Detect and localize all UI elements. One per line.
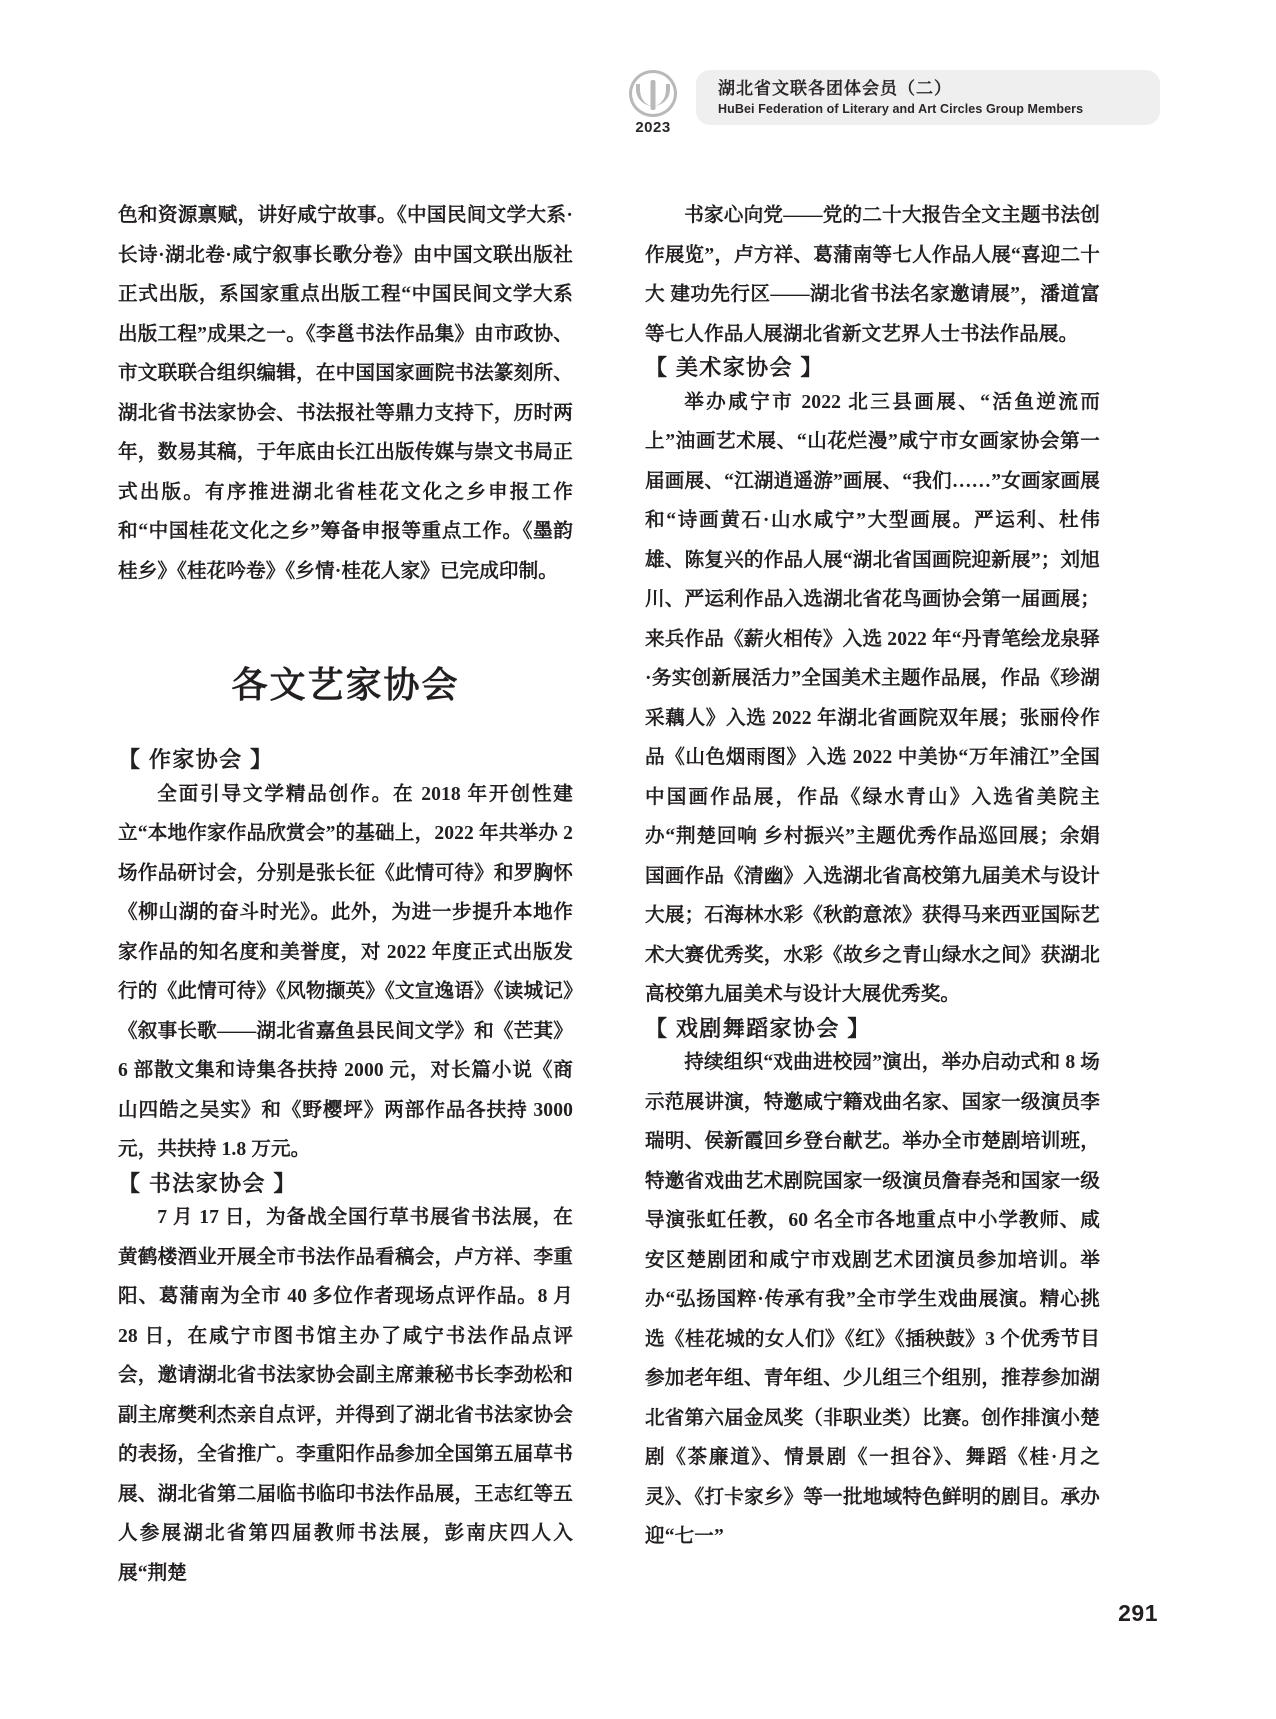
section-body-drama-dance: 持续组织“戏曲进校园”演出，举办启动式和 8 场示范展讲演，特邀咸宁籍戏曲名家、国家一级演员李瑞明、侯新霞回乡登台献艺。举办全市楚剧培训班，特邀省戏曲艺术剧院国家一级演员詹春尧和国家一级导演张虹任教，60 名全市各地重点中小学教师、咸安区楚剧团和咸宁市戏剧艺术团演员参加培训。举办“弘扬国粹·传承有我”全市学生戏曲展演。精心挑选《桂花城的女人们》《红》《插秧鼓》3 个优秀节目参加老年组、青年组、少儿组三个组别，推荐参加湖北省第六届金凤奖（非职业类）比赛。创作排演小楚剧《茶廉道》、情景剧《一担谷》、舞蹈《桂·月之灵》、《打卡家乡》等一批地域特色鲜明的剧目。承办迎“七一”	[645, 1052, 1100, 1548]
header-title-band	[696, 70, 1160, 125]
section-heading-writers: 【 作家协会 】	[118, 747, 274, 772]
hubei-federation-emblem-icon	[629, 70, 677, 117]
header-title-en: HuBei Federation of Literary and Art Circles Group Members	[718, 101, 1084, 116]
left-column	[118, 196, 573, 1593]
right-column	[645, 196, 1100, 1593]
page-number: 291	[1118, 1600, 1158, 1626]
section-heading-artists: 【 美术家协会 】	[645, 355, 824, 380]
section-heading-drama-dance: 【 戏剧舞蹈家协会 】	[645, 1015, 871, 1041]
header-title-cn: 湖北省文联各团体会员（二）	[718, 79, 952, 98]
header-year: 2023	[635, 119, 671, 136]
section-body-calligraphers: 7 月 17 日，为备战全国行草书展省书法展，在黄鹤楼酒业开展全市书法作品看稿会，卢方祥、李重阳、葛蒲南为全市 40 多位作者现场点评作品。8 月 28 日，在咸宁市图书馆主办了咸宁书法作品点评会，邀请湖北省书法家协会副主席兼秘书长李劲松和副主席樊利杰亲自点评，并得到了湖北省书法家协会的表扬，全省推广。李重阳作品参加全国第五届草书展、湖北省第二届临书临印书法作品展，王志红等五人参展湖北省第四届教师书法展，彭南庆四人入展“荆楚	[118, 1207, 573, 1584]
right-continued-paragraph: 书家心向党——党的二十大报告全文主题书法创作展览”，卢方祥、葛蒲南等七人作品人展“喜迎二十大 建功先行区——湖北省书法名家邀请展”，潘道富等七人作品人展湖北省新文艺界人士书法作品展。	[645, 205, 1100, 345]
page-title: 各文艺家协会	[231, 664, 460, 705]
running-header	[620, 70, 1160, 136]
section-body-writers: 全面引导文学精品创作。在 2018 年开创性建立“本地作家作品欣赏会”的基础上，2022 年共举办 2 场作品研讨会，分别是张长征《此情可待》和罗胸怀《柳山湖的奋斗时光》。此外，为进一步提升本地作家作品的知名度和美誉度，对 2022 年度正式出版发行的《此情可待》《风物撷英》《文宣逸语》《读城记》《叙事长歌——湖北省嘉鱼县民间文学》和《芒萁》6 部散文集和诗集各扶持 2000 元，对长篇小说《商山四皓之吴实》和《野樱坪》两部作品各扶持 3000 元，共扶持 1.8 万元。	[118, 783, 573, 1161]
two-column-body	[118, 196, 1158, 1593]
left-continued-paragraph: 色和资源禀赋，讲好咸宁故事。《中国民间文学大系·长诗·湖北卷·咸宁叙事长歌分卷》由中国文联出版社正式出版，系国家重点出版工程“中国民间文学大系出版工程”成果之一。《李邕书法作品集》由市政协、市文联联合组织编辑，在中国国家画院书法篆刻所、湖北省书法家协会、书法报社等鼎力支持下，历时两年，数易其稿，于年底由长江出版传媒与崇文书局正式出版。有序推进湖北省桂花文化之乡申报工作和“中国桂花文化之乡”筹备申报等重点工作。《墨韵桂乡》《桂花吟卷》《乡情·桂花人家》已完成印制。	[118, 205, 573, 582]
section-heading-calligraphers: 【 书法家协会 】	[118, 1170, 297, 1196]
header-logo	[620, 70, 686, 136]
main-title-wrap	[118, 657, 573, 708]
section-body-artists: 举办咸宁市 2022 北三县画展、“活鱼逆流而上”油画艺术展、“山花烂漫”咸宁市女画家协会第一届画展、“江湖逍遥游”画展、“我们……”女画家画展和“诗画黄石·山水咸宁”大型画展。严运利、杜伟雄、陈复兴的作品人展“湖北省国画院迎新展”；刘旭川、严运利作品入选湖北省花鸟画协会第一届画展；来兵作品《薪火相传》入选 2022 年“丹青笔绘龙泉驿·务实创新展活力”全国美术主题作品展，作品《珍湖采藕人》入选 2022 年湖北省画院双年展；张丽伶作品《山色烟雨图》入选 2022 中美协“万年浦江”全国中国画作品展，作品《绿水青山》入选省美院主办“荆楚回响 乡村振兴”主题优秀作品巡回展；余娟国画作品《清幽》入选湖北省高校第九届美术与设计大展；石海林水彩《秋韵意浓》获得马来西亚国际艺术大赛优秀奖，水彩《故乡之青山绿水之间》获湖北高校第九届美术与设计大展优秀奖。	[645, 391, 1100, 1006]
